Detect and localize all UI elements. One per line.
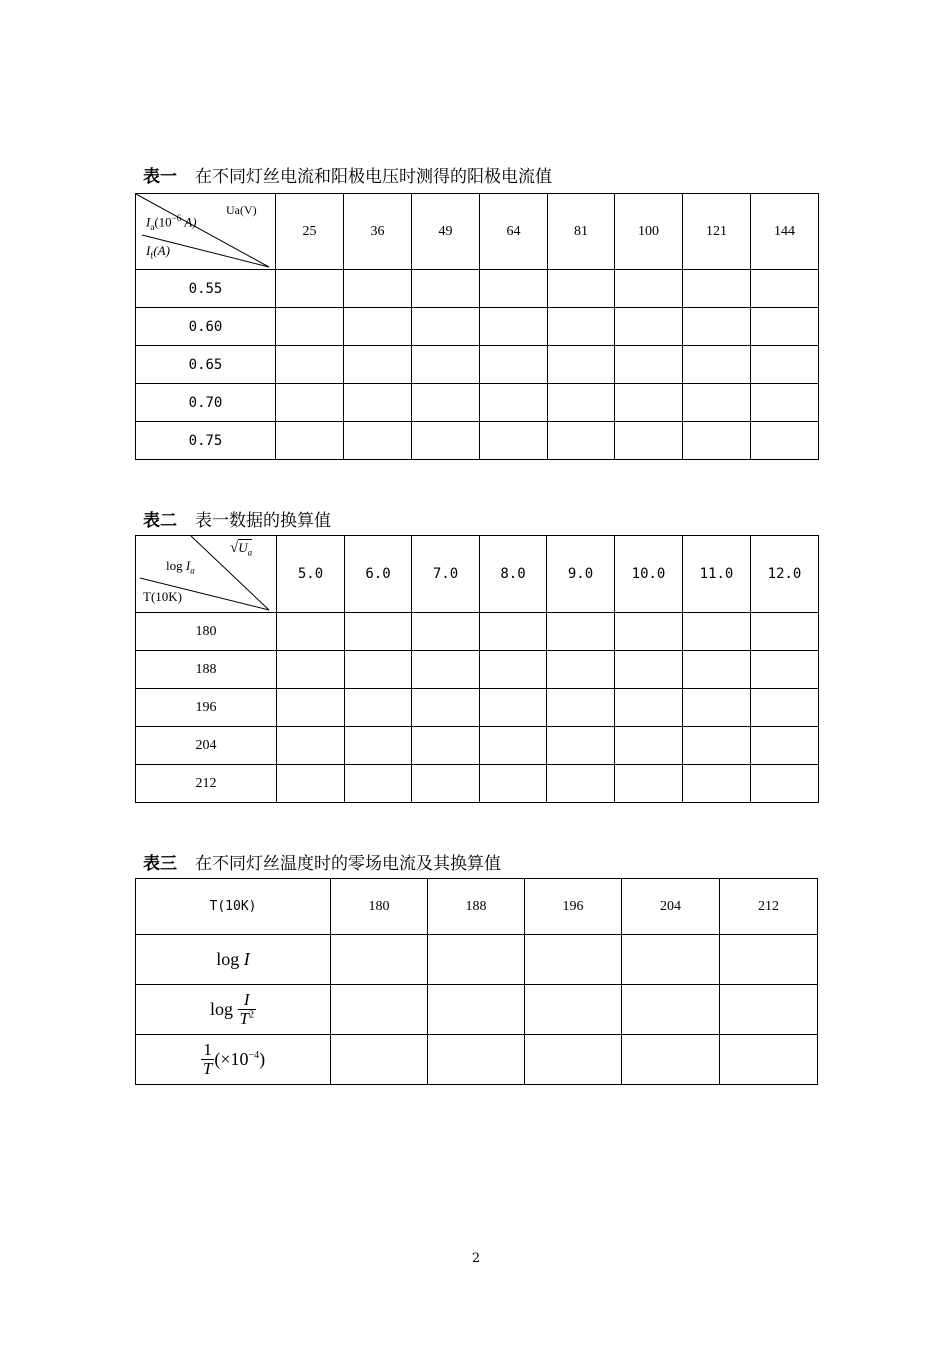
table-cell (480, 422, 548, 460)
table-cell (751, 270, 819, 308)
table-row (136, 308, 819, 346)
table-cell (525, 1035, 622, 1085)
page-number: 2 (471, 1251, 481, 1266)
table-cell (344, 422, 412, 460)
table2-col-header: 7.0 (412, 536, 480, 613)
table2-row-header: 188 (136, 651, 277, 689)
table2-col-header: 11.0 (683, 536, 751, 613)
table-row (136, 935, 818, 985)
table-cell (276, 346, 344, 384)
table3-header-label: T(10K) (136, 879, 331, 935)
table1-col-header: 144 (751, 194, 819, 270)
table-cell (622, 1035, 720, 1085)
table1-col-header: 36 (344, 194, 412, 270)
table-cell (683, 422, 751, 460)
table-cell (412, 613, 480, 651)
table1-col-header: 81 (548, 194, 615, 270)
table-cell (277, 727, 345, 765)
table-cell (331, 985, 428, 1035)
table-cell (525, 935, 622, 985)
table-cell (412, 270, 480, 308)
table-cell (615, 765, 683, 803)
table-cell (277, 689, 345, 727)
table3-caption (143, 849, 501, 874)
table-cell (615, 422, 683, 460)
table1-corner-top-left: $I_a(10^{-6}$ A) (146, 213, 197, 232)
table-cell (683, 689, 751, 727)
table2 (135, 535, 819, 803)
table-cell (480, 270, 548, 308)
table2-row-header: 180 (136, 613, 277, 651)
table-cell (751, 346, 819, 384)
table-cell (428, 985, 525, 1035)
table-cell (751, 422, 819, 460)
table-cell (615, 270, 683, 308)
table-cell (480, 308, 548, 346)
table-cell (480, 384, 548, 422)
table-cell (548, 270, 615, 308)
table-cell (428, 1035, 525, 1085)
table-cell (344, 270, 412, 308)
table2-header-row (136, 536, 819, 613)
table-cell (428, 935, 525, 985)
table-row (136, 651, 819, 689)
table1-col-header: 49 (412, 194, 480, 270)
table-row (136, 270, 819, 308)
table1-col-header: 121 (683, 194, 751, 270)
table-row (136, 727, 819, 765)
table-cell (547, 613, 615, 651)
table-cell (683, 765, 751, 803)
table-cell (345, 765, 412, 803)
table-cell (548, 422, 615, 460)
table-cell (480, 651, 547, 689)
table-cell (548, 346, 615, 384)
table-cell (615, 384, 683, 422)
table-cell (276, 384, 344, 422)
table-cell (412, 308, 480, 346)
table-cell (525, 985, 622, 1035)
table2-col-header: 5.0 (277, 536, 345, 613)
table1-row-header: 0.55 (136, 270, 276, 308)
table2-col-header: 9.0 (547, 536, 615, 613)
table3-header-row (136, 879, 818, 935)
table-row (136, 985, 818, 1035)
table-cell (412, 384, 480, 422)
table-cell (622, 935, 720, 985)
table3-row-label-log-i: log I (136, 935, 331, 985)
table-cell (480, 765, 547, 803)
table-cell (751, 384, 819, 422)
table1-row-header: 0.65 (136, 346, 276, 384)
table-cell (615, 613, 683, 651)
table3-row-label-inverse-t: $\frac{1}{T}$ $(\times 10^{-4})$ (136, 1035, 331, 1085)
table-cell (683, 308, 751, 346)
table2-corner-bottom: T(10K) (143, 589, 182, 604)
table-cell (412, 346, 480, 384)
table-cell (277, 651, 345, 689)
table1 (135, 193, 819, 460)
table-cell (683, 346, 751, 384)
table-cell (683, 613, 751, 651)
table1-corner-cell (136, 194, 276, 270)
table2-col-header: 8.0 (480, 536, 547, 613)
table1-row-header: 0.70 (136, 384, 276, 422)
table-cell (720, 935, 818, 985)
table2-title: 表一数据的换算值 (195, 511, 331, 531)
table-cell (547, 689, 615, 727)
table-cell (345, 613, 412, 651)
table3-col-header: 180 (331, 879, 428, 935)
table1-row-header: 0.75 (136, 422, 276, 460)
table-cell (548, 384, 615, 422)
table3-number: 表三 (143, 854, 177, 874)
table-cell (751, 651, 819, 689)
table-row (136, 346, 819, 384)
table3-row-label-log-i-over-t2: log $\frac{I}{T^2}$ (136, 985, 331, 1035)
table2-number: 表二 (143, 511, 177, 531)
table-cell (547, 765, 615, 803)
table1-number: 表一 (143, 167, 177, 187)
table1-corner-top-right: Ua(V) (226, 203, 257, 217)
table1-col-header: 25 (276, 194, 344, 270)
table3-col-header: 212 (720, 879, 818, 935)
table3 (135, 878, 818, 1085)
table2-col-header: 10.0 (615, 536, 683, 613)
table1-header-row (136, 194, 819, 270)
table-cell (412, 689, 480, 727)
table-cell (276, 270, 344, 308)
table1-col-header: 100 (615, 194, 683, 270)
table2-corner-top-left: $\log I_a$ (166, 558, 195, 576)
table-cell (683, 384, 751, 422)
table-row (136, 613, 819, 651)
table-cell (480, 727, 547, 765)
table2-corner-top-right: $√U_a$ (230, 540, 253, 558)
table-cell (277, 765, 345, 803)
table-row (136, 384, 819, 422)
table-cell (276, 422, 344, 460)
table-cell (345, 689, 412, 727)
table1-col-header: 64 (480, 194, 548, 270)
table-cell (615, 346, 683, 384)
table-row (136, 765, 819, 803)
table2-col-header: 12.0 (751, 536, 819, 613)
table3-col-header: 196 (525, 879, 622, 935)
table-cell (751, 308, 819, 346)
table-cell (547, 651, 615, 689)
table3-col-header: 188 (428, 879, 525, 935)
table-cell (277, 613, 345, 651)
table-cell (751, 727, 819, 765)
table2-row-header: 204 (136, 727, 277, 765)
table2-corner-cell (136, 536, 277, 613)
table-cell (412, 651, 480, 689)
table3-col-header: 204 (622, 879, 720, 935)
table-cell (720, 1035, 818, 1085)
table-cell (751, 613, 819, 651)
table2-col-header: 6.0 (345, 536, 412, 613)
table-cell (344, 384, 412, 422)
table-cell (683, 651, 751, 689)
table-cell (480, 689, 547, 727)
table-row (136, 422, 819, 460)
table-cell (412, 422, 480, 460)
table-cell (751, 689, 819, 727)
table-cell (480, 613, 547, 651)
table-cell (615, 727, 683, 765)
table-cell (345, 727, 412, 765)
table1-caption (143, 162, 552, 187)
table2-row-header: 196 (136, 689, 277, 727)
table-cell (622, 985, 720, 1035)
table-cell (344, 308, 412, 346)
table-cell (615, 308, 683, 346)
table-cell (683, 727, 751, 765)
table-cell (344, 346, 412, 384)
table-cell (615, 689, 683, 727)
table-cell (412, 727, 480, 765)
table-cell (345, 651, 412, 689)
table-row (136, 1035, 818, 1085)
table1-title: 在不同灯丝电流和阳极电压时测得的阳极电流值 (195, 167, 552, 187)
table-cell (615, 651, 683, 689)
table2-caption (143, 506, 331, 531)
table-cell (547, 727, 615, 765)
table-cell (412, 765, 480, 803)
table-cell (548, 308, 615, 346)
table1-row-header: 0.60 (136, 308, 276, 346)
table2-row-header: 212 (136, 765, 277, 803)
table-cell (683, 270, 751, 308)
table-cell (751, 765, 819, 803)
table-cell (331, 1035, 428, 1085)
table-cell (331, 935, 428, 985)
table1-corner-bottom: $I_f(A)$ (146, 243, 170, 261)
table-cell (276, 308, 344, 346)
table-cell (480, 346, 548, 384)
table-row (136, 689, 819, 727)
table3-title: 在不同灯丝温度时的零场电流及其换算值 (195, 854, 501, 874)
table-cell (720, 985, 818, 1035)
